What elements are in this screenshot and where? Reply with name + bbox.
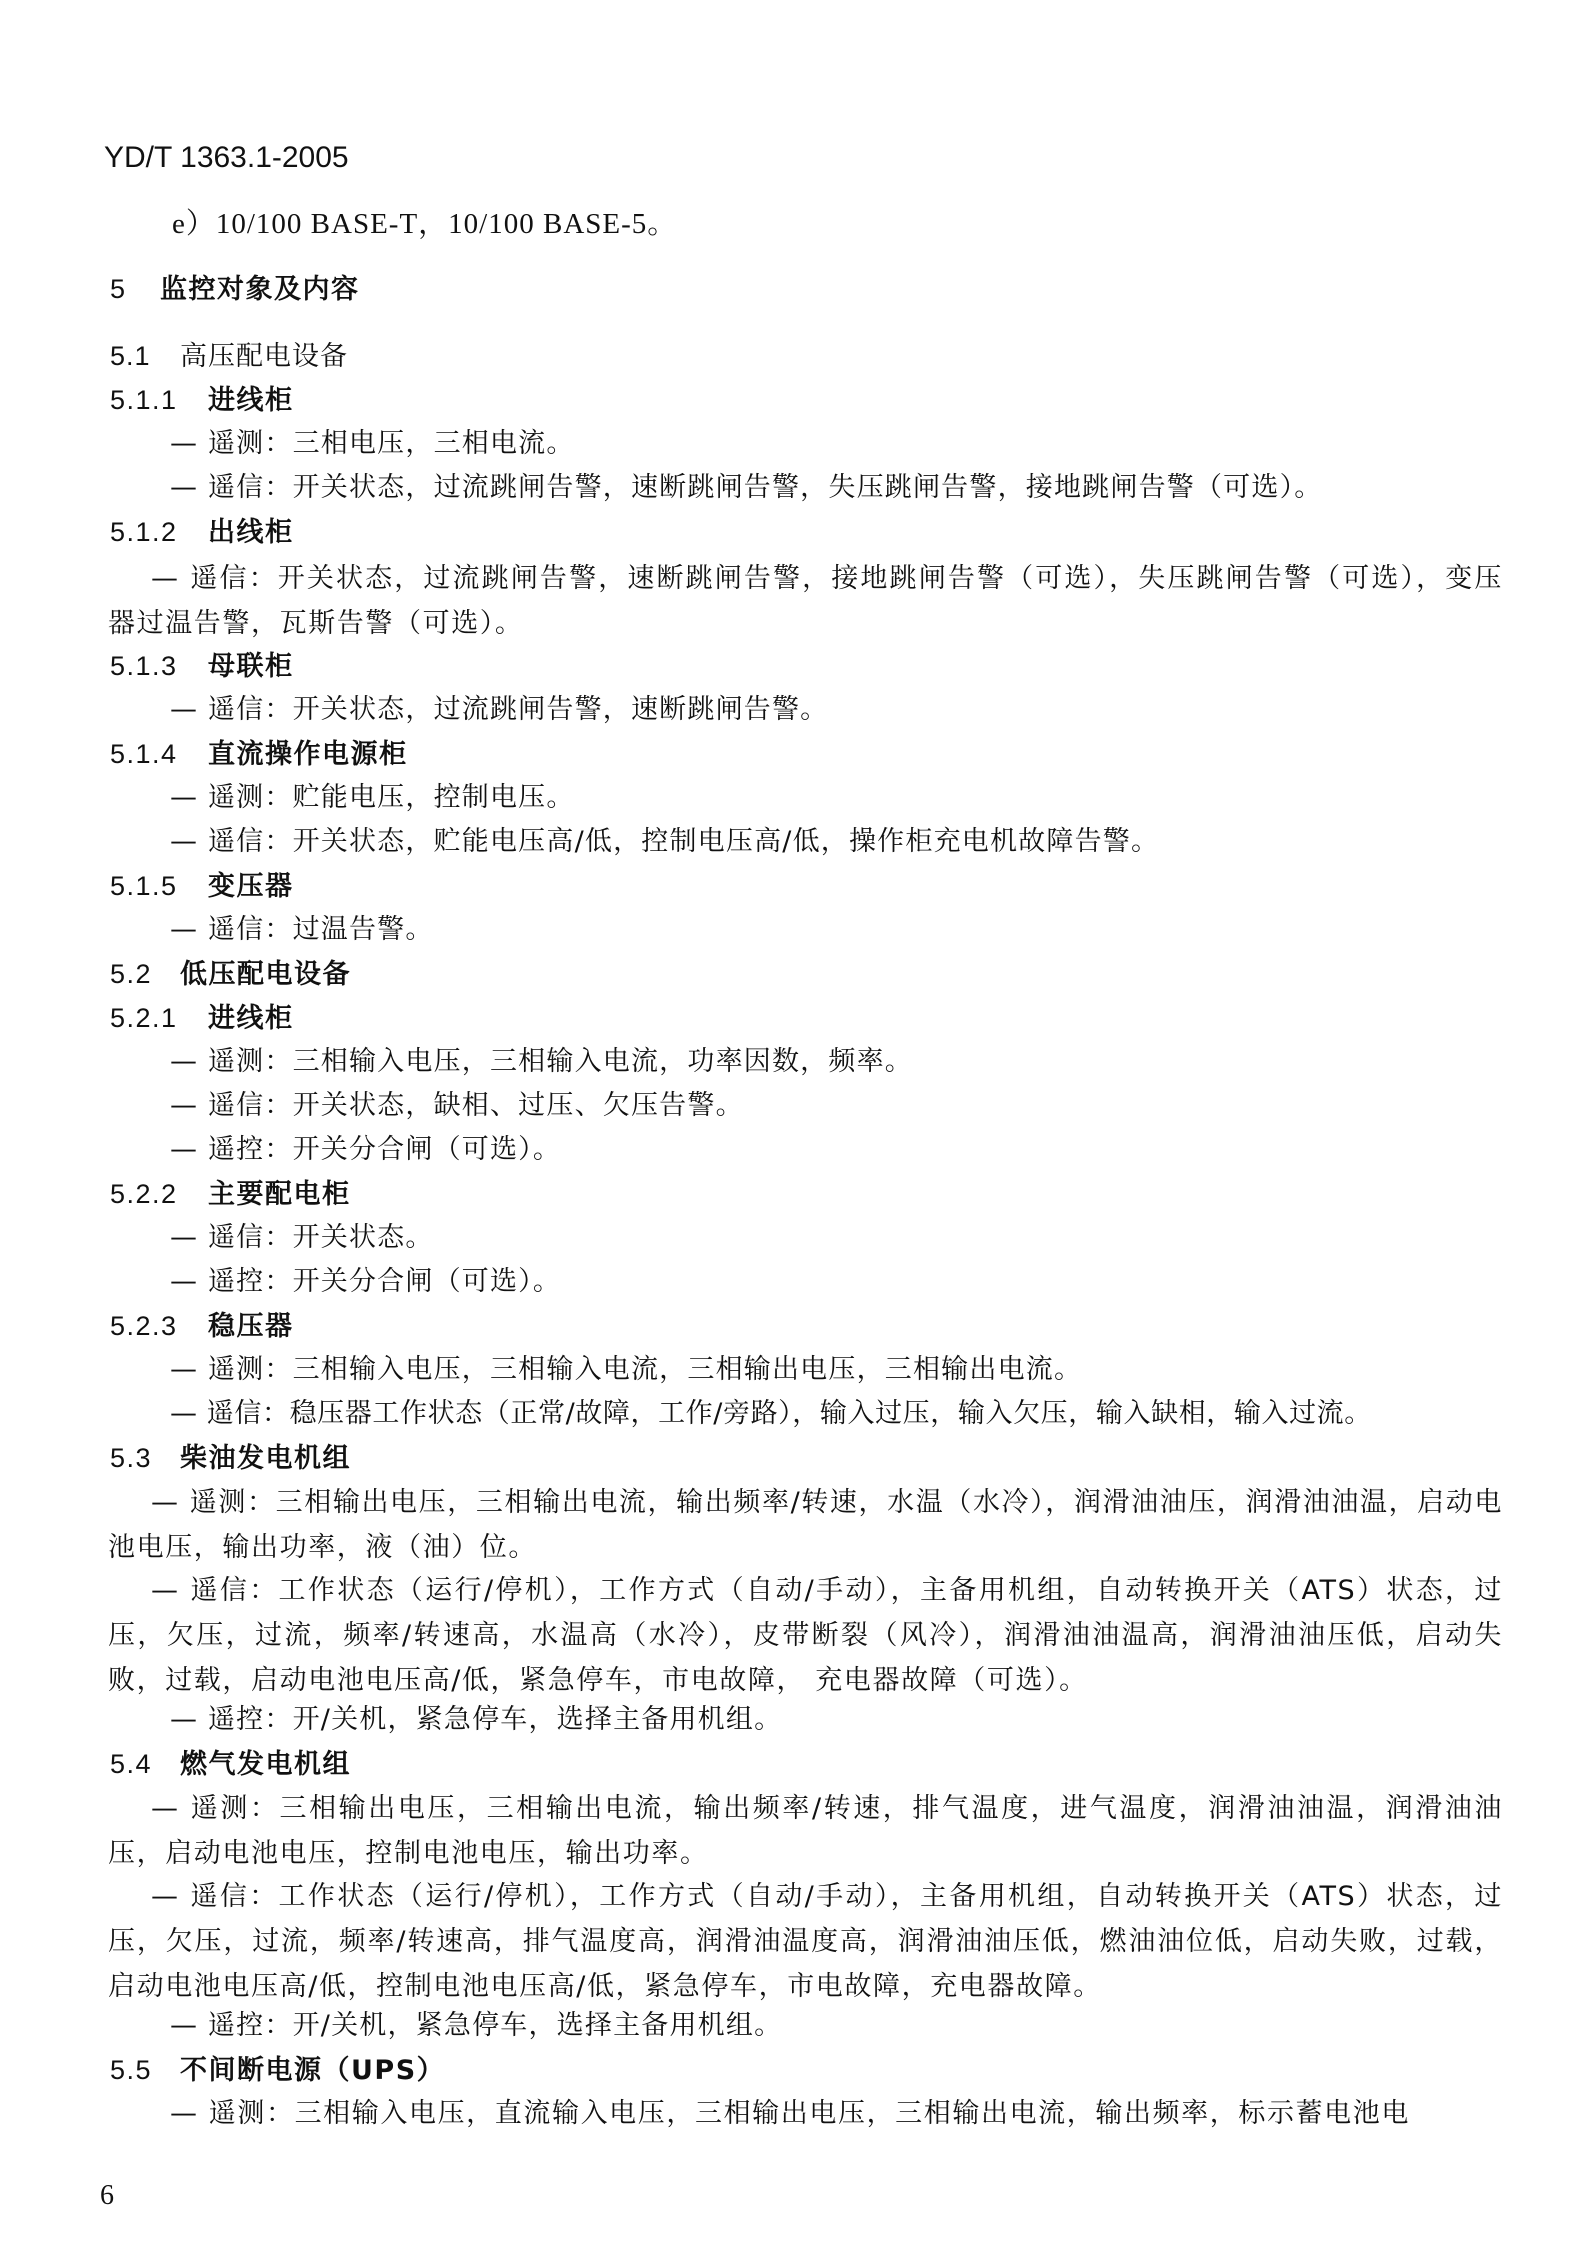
section-number: 5.5 xyxy=(110,2055,153,2085)
list-item: — 遥测：三相输入电压，直流输入电压，三相输出电压，三相输出电流，输出频率，标示蓄电池电 xyxy=(170,2098,1410,2129)
section-5-1-5-heading xyxy=(110,868,294,905)
list-item: — 遥控：开关分合闸（可选）。 xyxy=(170,1266,562,1297)
section-title: 高压配电设备 xyxy=(180,341,348,372)
list-item: — 遥控：开/关机，紧急停车，选择主备用机组。 xyxy=(170,2010,783,2041)
list-item: — 遥信：开关状态，过流跳闸告警，速断跳闸告警，接地跳闸告警（可选），失压跳闸告警（可选），变压器过温告警，瓦斯告警（可选）。 xyxy=(108,563,1503,639)
section-5-1-1-heading xyxy=(110,382,294,419)
section-5-2-2-heading xyxy=(110,1176,351,1213)
section-number: 5.3 xyxy=(110,1443,153,1473)
list-item: — 遥测：三相电压，三相电流。 xyxy=(170,428,575,459)
section-title: 低压配电设备 xyxy=(180,959,351,990)
list-item: — 遥控：开关分合闸（可选）。 xyxy=(170,1134,562,1165)
section-5-1-2-heading xyxy=(110,514,294,551)
section-title: 进线柜 xyxy=(208,385,294,416)
list-item: — 遥信：开关状态。 xyxy=(170,1222,434,1253)
list-item: — 遥信：工作状态（运行/停机），工作方式（自动/手动），主备用机组，自动转换开关（ATS）状态，过压，欠压，过流，频率/转速高，水温高（水冷），皮带断裂（风冷），润滑油油温高，润滑油油压低，启动失败，过载，启动电池电压高/低，紧急停车，市电故障， 充电器故障（可选）。 xyxy=(108,1575,1503,1696)
list-item: — 遥信：开关状态，缺相、过压、欠压告警。 xyxy=(170,1090,744,1121)
list-item: — 遥信：开关状态，贮能电压高/低，控制电压高/低，操作柜充电机故障告警。 xyxy=(170,826,1160,857)
list-item: — 遥测：三相输入电压，三相输入电流，三相输出电压，三相输出电流。 xyxy=(170,1354,1083,1385)
page-number: 6 xyxy=(100,2180,115,2211)
list-item: — 遥信：工作状态（运行/停机），工作方式（自动/手动），主备用机组，自动转换开关（ATS）状态，过压，欠压，过流，频率/转速高，排气温度高，润滑油温度高，润滑油油压低，燃油油位低，启动失败，过载，启动电池电压高/低，控制电池电压高/低，紧急停车，市电故障，充电器故障。 xyxy=(108,1881,1503,2002)
section-number: 5.1.4 xyxy=(110,739,178,769)
section-5-1-3-heading xyxy=(110,648,294,685)
list-item-e: e）10/100 BASE-T，10/100 BASE-5。 xyxy=(172,208,678,240)
section-number: 5.4 xyxy=(110,1749,153,1779)
section-number: 5.1.3 xyxy=(110,651,178,681)
list-item: — 遥测：三相输出电压，三相输出电流，输出频率/转速，水温（水冷），润滑油油压，润滑油油温，启动电池电压，输出功率，液（油）位。 xyxy=(108,1487,1503,1563)
list-item: — 遥测：贮能电压，控制电压。 xyxy=(170,782,575,813)
section-5-4-heading xyxy=(110,1746,351,1783)
list-item: — 遥控：开/关机，紧急停车，选择主备用机组。 xyxy=(170,1704,783,1735)
section-number: 5.1 xyxy=(110,341,151,371)
section-number: 5.2.3 xyxy=(110,1311,178,1341)
section-title: 变压器 xyxy=(208,871,294,902)
section-number: 5.1.2 xyxy=(110,517,178,547)
list-item: — 遥信：开关状态，过流跳闸告警，速断跳闸告警。 xyxy=(170,694,829,725)
section-title: 稳压器 xyxy=(208,1311,294,1342)
section-title: 主要配电柜 xyxy=(208,1179,351,1210)
section-number: 5.2 xyxy=(110,959,153,989)
section-title: 进线柜 xyxy=(208,1003,294,1034)
section-5-3-heading xyxy=(110,1440,351,1477)
section-number: 5.2.1 xyxy=(110,1003,178,1033)
list-item: — 遥信：开关状态，过流跳闸告警，速断跳闸告警，失压跳闸告警，接地跳闸告警（可选）。 xyxy=(170,472,1323,503)
section-5-2-3-heading xyxy=(110,1308,294,1345)
section-title: 燃气发电机组 xyxy=(180,1749,351,1780)
section-number: 5.1.5 xyxy=(110,871,178,901)
section-5-1-heading xyxy=(110,338,348,375)
section-title: 监控对象及内容 xyxy=(160,274,360,305)
section-title: 母联柜 xyxy=(208,651,294,682)
section-5-2-1-heading xyxy=(110,1000,294,1037)
section-title: 出线柜 xyxy=(208,517,294,548)
section-number: 5 xyxy=(110,274,127,304)
list-item: — 遥测：三相输出电压，三相输出电流，输出频率/转速，排气温度，进气温度，润滑油油温，润滑油油压，启动电池电压，控制电池电压，输出功率。 xyxy=(108,1793,1503,1869)
section-5-1-4-heading xyxy=(110,736,408,773)
section-title: 柴油发电机组 xyxy=(180,1443,351,1474)
list-item: — 遥测：三相输入电压，三相输入电流，功率因数，频率。 xyxy=(170,1046,913,1077)
section-number: 5.2.2 xyxy=(110,1179,178,1209)
section-5-2-heading xyxy=(110,956,351,993)
section-5-5-heading xyxy=(110,2052,445,2089)
standard-id-header: YD/T 1363.1-2005 xyxy=(104,141,349,174)
section-title: 不间断电源（UPS） xyxy=(180,2055,446,2086)
section-title: 直流操作电源柜 xyxy=(208,739,408,770)
section-5-heading xyxy=(110,271,360,308)
list-item: — 遥信：稳压器工作状态（正常/故障，工作/旁路），输入过压，输入欠压，输入缺相，输入过流。 xyxy=(170,1398,1372,1429)
section-number: 5.1.1 xyxy=(110,385,178,415)
list-item: — 遥信：过温告警。 xyxy=(170,914,434,945)
